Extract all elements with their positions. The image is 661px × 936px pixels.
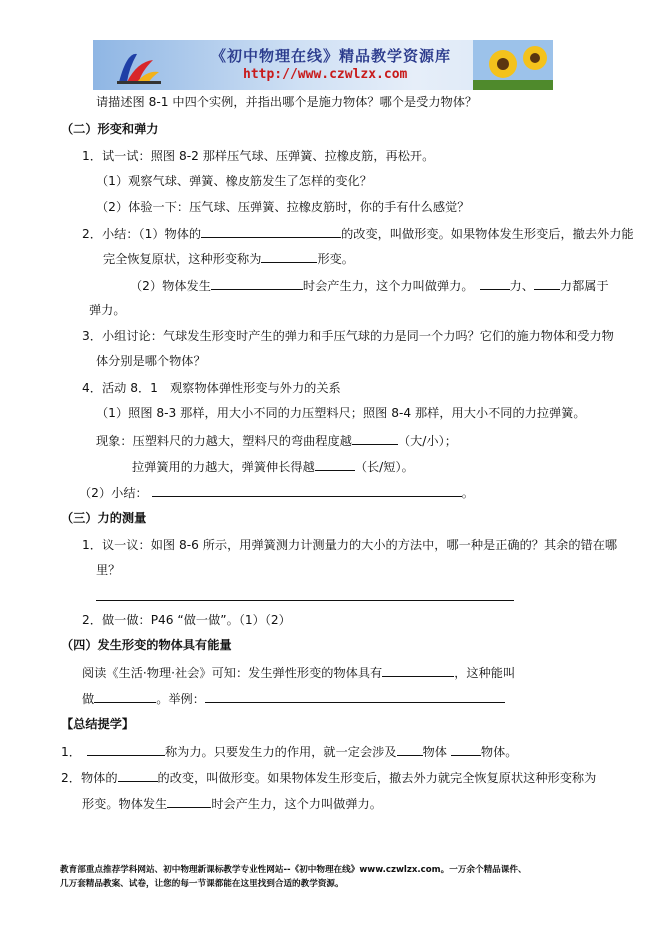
fill-blank [87,743,165,756]
paragraph-line [103,250,354,267]
answer-line [96,600,514,601]
fill-blank [201,225,341,238]
fill-blank [397,743,423,756]
fill-blank [94,690,156,703]
section-heading: （三）力的测量 [61,511,147,525]
text-segment: 2．物体的 [61,771,118,785]
site-logo-icon [113,48,163,86]
text-segment: 的改变，叫做形变。如果物体发生形变后，撤去外力就完全恢复原状这种形变称为 [157,771,597,785]
text-segment: 。 [461,486,474,500]
paragraph-line [96,432,457,449]
section-heading: （二）形变和弹力 [61,122,159,136]
text-segment: 力、 [509,279,534,293]
fill-blank [315,458,355,471]
paragraph-line: 请描述图 8-1 中四个实例，并指出哪个是施力物体？哪个是受力物体？ [96,95,478,109]
fill-blank [451,743,481,756]
fill-blank [211,277,303,290]
fill-blank [152,484,462,497]
text-segment: （长/短）。 [354,460,414,474]
paragraph-line [79,484,474,501]
text-segment: 2．小结：（1）物体的 [82,227,202,241]
section-heading: 【总结提学】 [61,717,135,731]
fill-blank [382,664,454,677]
paragraph-line [132,458,414,475]
text-segment: 形变。物体发生 [82,797,168,811]
text-segment: 做 [82,692,95,706]
paragraph-line [130,277,609,294]
text-segment: 。举例： [156,692,205,706]
text-segment: （2）小结： [79,486,148,500]
paragraph-line [82,225,634,242]
paragraph-line: 2．做一做：P46 “做一做”。（1）（2） [82,613,291,627]
fill-blank [167,795,211,808]
text-segment: 称为力。只要发生力的作用，就一定会涉及 [164,745,397,759]
paragraph-line: （1）观察气球、弹簧、橡皮筋发生了怎样的变化？ [96,174,372,188]
paragraph-line: 1．试一试：照图 8-2 那样压气球、压弹簧、拉橡皮筋，再松开。 [82,149,435,163]
paragraph-line [61,769,596,786]
banner-title: 《初中物理在线》精品教学资源库 [211,47,452,65]
text-segment: 时会产生力，这个力叫做弹力。 [302,279,474,293]
text-segment: 力都属于 [559,279,609,293]
site-banner [93,40,553,90]
paragraph-line: 3．小组讨论：气球发生形变时产生的弹力和手压气球的力是同一个力吗？它们的施力物体和受力物 [82,329,614,343]
fill-blank [118,769,158,782]
fill-blank [352,432,398,445]
text-segment: 的改变，叫做形变。如果物体发生形变后，撤去外力能 [341,227,634,241]
text-segment: ，这种能叫 [454,666,516,680]
fill-blank [205,690,505,703]
text-segment: 形变。 [317,252,354,266]
paragraph-line: 弹力。 [89,303,126,317]
text-segment: 1． [61,745,81,759]
section-heading: （四）发生形变的物体具有能量 [61,638,232,652]
text-segment: 阅读《生活·物理·社会》可知：发生弹性形变的物体具有 [82,666,383,680]
text-segment: 拉弹簧用的力越大，弹簧伸长得越 [132,460,315,474]
paragraph-line: 1．议一议：如图 8-6 所示，用弹簧测力计测量力的大小的方法中，哪一种是正确的？其余的错在哪 [82,538,618,552]
paragraph-line [82,795,382,812]
paragraph-line [82,690,505,707]
text-segment: 物体 [422,745,447,759]
text-segment: （2）物体发生 [130,279,211,293]
text-segment: 现象：压塑料尺的力越大，塑料尺的弯曲程度越 [96,434,352,448]
paragraph-line: 4．活动 8．1 观察物体弹性形变与外力的关系 [82,381,341,395]
sunflower-image [473,40,553,90]
footer-line: 教育部重点推荐学科网站、初中物理新课标教学专业性网站--《初中物理在线》www.czwlzx.com。一万余个精品课件、 [60,865,527,875]
paragraph-line: （2）体验一下：压气球、压弹簧、拉橡皮筋时，你的手有什么感觉？ [96,200,470,214]
banner-url[interactable]: http://www.czwlzx.com [243,67,408,82]
paragraph-line [61,743,517,760]
footer-line: 几万套精品教案、试卷，让您的每一节课都能在这里找到合适的教学资源。 [60,879,344,889]
fill-blank [534,277,560,290]
text-segment: 物体。 [480,745,518,759]
paragraph-line: 体分别是哪个物体？ [96,354,206,368]
text-segment: 完全恢复原状，这种形变称为 [103,252,262,266]
fill-blank [480,277,510,290]
paragraph-line [82,664,515,681]
text-segment: （大/小）； [397,434,457,448]
paragraph-line: （1）照图 8-3 那样，用大小不同的力压塑料尺；照图 8-4 那样，用大小不同的力拉弹簧。 [96,406,586,420]
text-segment: 时会产生力，这个力叫做弹力。 [211,797,382,811]
paragraph-line: 里？ [96,563,121,577]
fill-blank [261,250,317,263]
